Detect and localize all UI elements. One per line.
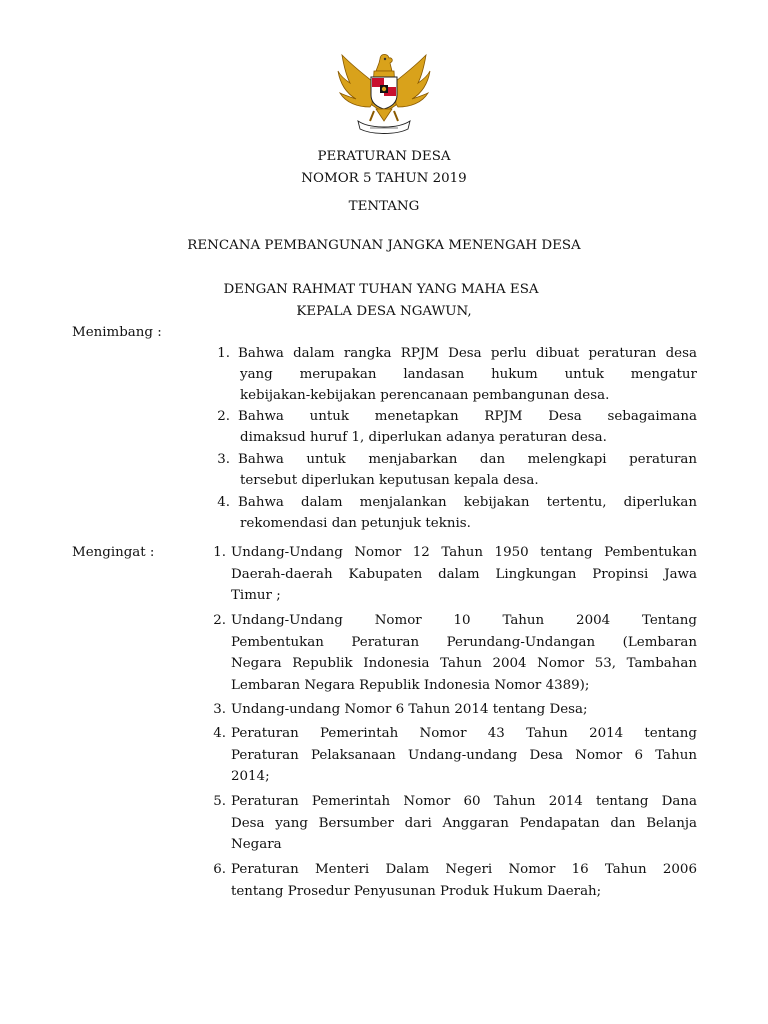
menimbang-item-line: kebijakan-kebijakan perencanaan pembangunan desa. <box>240 388 610 403</box>
menimbang-item-line: dimaksud huruf 1, diperlukan adanya peraturan desa. <box>240 430 607 445</box>
menimbang-item-number: 2. <box>217 409 230 424</box>
mengingat-item-line: Desa yang Bersumber dari Anggaran Pendapatan dan Belanja <box>231 815 697 831</box>
mengingat-item-line: Peraturan Pelaksanaan Undang-undang Desa Nomor 6 Tahun <box>231 747 697 763</box>
mengingat-item-number: 3. <box>213 702 226 717</box>
tentang-heading: TENTANG <box>348 199 420 214</box>
title-line-1: PERATURAN DESA <box>317 149 451 164</box>
mengingat-item-number: 2. <box>213 613 226 628</box>
blessing-line: DENGAN RAHMAT TUHAN YANG MAHA ESA <box>223 282 539 297</box>
mengingat-item-number: 4. <box>213 726 226 741</box>
menimbang-item-line: Bahwa untuk menjabarkan dan melengkapi peraturan <box>238 452 697 467</box>
menimbang-item-number: 4. <box>217 495 230 510</box>
authority-line: KEPALA DESA NGAWUN, <box>296 304 472 319</box>
mengingat-item-line: Timur ; <box>231 588 281 603</box>
mengingat-item-line: Undang-undang Nomor 6 Tahun 2014 tentang Desa; <box>231 702 588 717</box>
mengingat-item-line: Pembentukan Peraturan Perundang-Undangan (Lembaran <box>231 634 697 650</box>
mengingat-item-line: 2014; <box>231 769 270 784</box>
mengingat-item-line: Lembaran Negara Republik Indonesia Nomor 4389); <box>231 677 590 693</box>
mengingat-item-line: Negara <box>231 837 282 852</box>
menimbang-item-number: 3. <box>217 452 230 467</box>
garuda-pancasila-emblem-icon <box>336 49 432 135</box>
mengingat-label: Mengingat : <box>72 545 155 560</box>
menimbang-item-line: yang merupakan landasan hukum untuk mengatur <box>240 367 697 382</box>
mengingat-item-number: 1. <box>213 545 226 560</box>
menimbang-item-line: tersebut diperlukan keputusan kepala desa. <box>240 473 539 488</box>
menimbang-item-line: Bahwa dalam menjalankan kebijakan tertentu, diperlukan <box>238 495 697 510</box>
mengingat-item-number: 5. <box>213 794 226 809</box>
subject-heading: RENCANA PEMBANGUNAN JANGKA MENENGAH DESA <box>187 238 581 253</box>
mengingat-item-line: Undang-Undang Nomor 12 Tahun 1950 tentang Pembentukan <box>231 545 697 560</box>
menimbang-label: Menimbang : <box>72 325 162 340</box>
menimbang-item-line: rekomendasi dan petunjuk teknis. <box>240 516 471 531</box>
mengingat-item-line: Peraturan Pemerintah Nomor 60 Tahun 2014 tentang Dana <box>231 794 697 809</box>
menimbang-item-line: Bahwa dalam rangka RPJM Desa perlu dibuat peraturan desa <box>238 346 697 361</box>
mengingat-item-line: tentang Prosedur Penyusunan Produk Hukum Daerah; <box>231 883 602 899</box>
mengingat-item-number: 6. <box>213 862 226 877</box>
mengingat-item-line: Peraturan Menteri Dalam Negeri Nomor 16 Tahun 2006 <box>231 862 697 877</box>
mengingat-item-line: Peraturan Pemerintah Nomor 43 Tahun 2014 tentang <box>231 726 697 741</box>
title-line-2: NOMOR 5 TAHUN 2019 <box>301 171 467 186</box>
mengingat-item-line: Daerah-daerah Kabupaten dalam Lingkungan Propinsi Jawa <box>231 566 697 582</box>
mengingat-item-line: Undang-Undang Nomor 10 Tahun 2004 Tentang <box>231 613 697 628</box>
menimbang-item-line: Bahwa untuk menetapkan RPJM Desa sebagaimana <box>238 409 697 424</box>
mengingat-item-line: Negara Republik Indonesia Tahun 2004 Nomor 53, Tambahan <box>231 656 697 671</box>
menimbang-item-number: 1. <box>217 346 230 361</box>
